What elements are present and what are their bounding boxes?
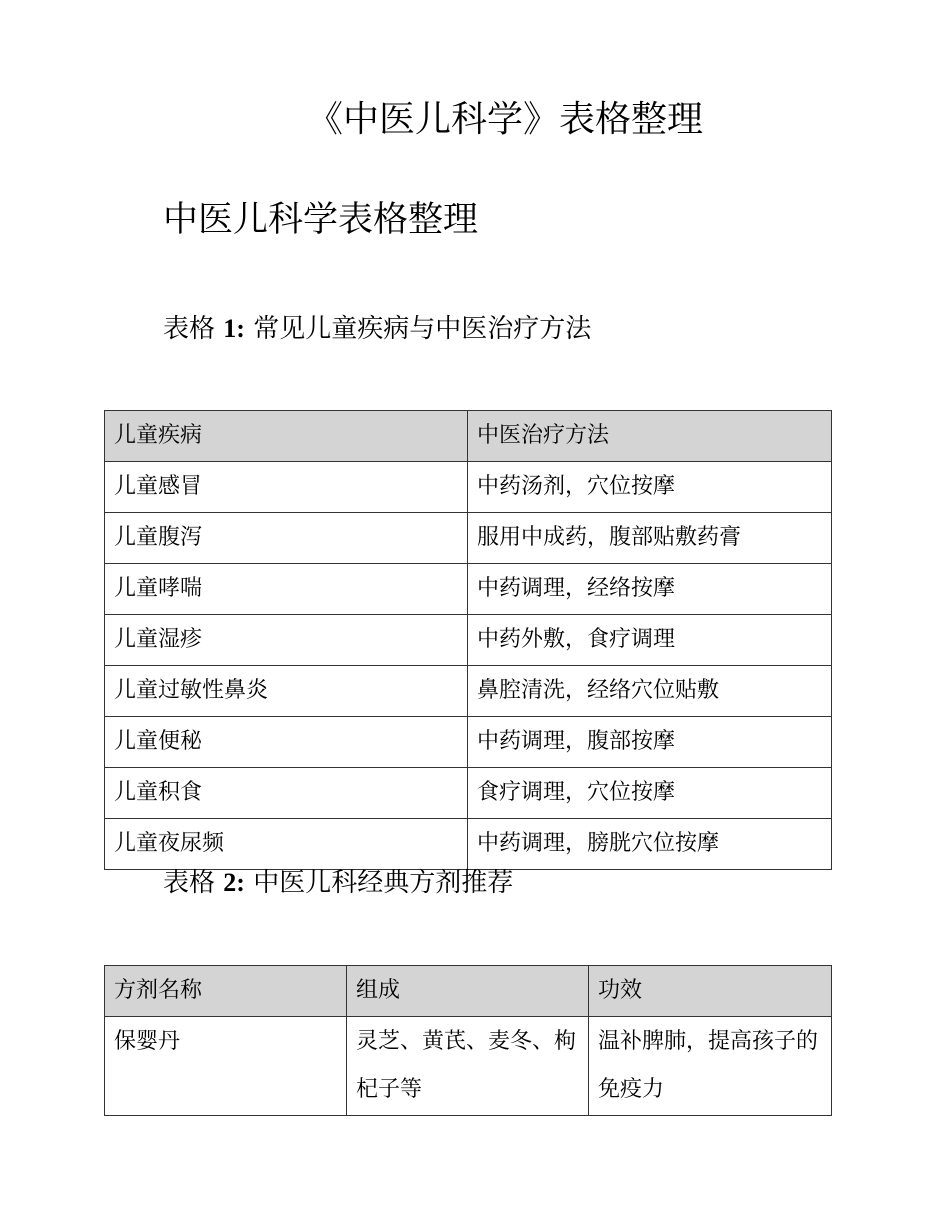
table1-caption-text: 常见儿童疾病与中医治疗方法	[253, 314, 592, 344]
disease-cell: 儿童便秘	[105, 717, 468, 768]
table-row	[105, 666, 832, 717]
table-row	[105, 462, 832, 513]
formula-name-cell: 保婴丹	[105, 1017, 347, 1116]
table-row	[105, 1017, 832, 1116]
table-row	[105, 564, 832, 615]
disease-cell: 儿童积食	[105, 768, 468, 819]
column-header-treatment: 中医治疗方法	[468, 411, 832, 462]
table2-caption	[163, 866, 513, 900]
treatment-cell: 中药调理，膀胱穴位按摩	[468, 819, 832, 870]
composition-cell: 灵芝、黄芪、麦冬、枸杞子等	[347, 1017, 589, 1116]
table-row	[105, 819, 832, 870]
column-header-disease: 儿童疾病	[105, 411, 468, 462]
formula-recommendation-table	[104, 965, 832, 1116]
table1-caption-number: 1:	[223, 314, 245, 343]
table-header-row	[105, 411, 832, 462]
disease-cell: 儿童感冒	[105, 462, 468, 513]
treatment-cell: 食疗调理，穴位按摩	[468, 768, 832, 819]
table2-caption-prefix: 表格	[163, 868, 216, 898]
column-header-composition: 组成	[347, 966, 589, 1017]
table2-caption-number: 2:	[223, 868, 245, 897]
disease-cell: 儿童哮喘	[105, 564, 468, 615]
treatment-cell: 中药汤剂，穴位按摩	[468, 462, 832, 513]
column-header-formula-name: 方剂名称	[105, 966, 347, 1017]
efficacy-cell: 温补脾肺，提高孩子的免疫力	[589, 1017, 832, 1116]
table2-caption-text: 中医儿科经典方剂推荐	[253, 868, 514, 898]
disease-cell: 儿童湿疹	[105, 615, 468, 666]
table-row	[105, 768, 832, 819]
treatment-cell: 中药外敷，食疗调理	[468, 615, 832, 666]
treatment-cell: 鼻腔清洗，经络穴位贴敷	[468, 666, 832, 717]
column-header-efficacy: 功效	[589, 966, 832, 1017]
table-row	[105, 513, 832, 564]
disease-cell: 儿童过敏性鼻炎	[105, 666, 468, 717]
disease-treatment-table	[104, 410, 832, 870]
treatment-cell: 中药调理，腹部按摩	[468, 717, 832, 768]
section-heading: 中医儿科学表格整理	[163, 200, 479, 240]
treatment-cell: 中药调理，经络按摩	[468, 564, 832, 615]
table1-caption-prefix: 表格	[163, 314, 216, 344]
table-header-row	[105, 966, 832, 1017]
document-title: 《中医儿科学》表格整理	[306, 99, 703, 140]
table-row	[105, 717, 832, 768]
table-row	[105, 615, 832, 666]
disease-cell: 儿童腹泻	[105, 513, 468, 564]
disease-cell: 儿童夜尿频	[105, 819, 468, 870]
treatment-cell: 服用中成药，腹部贴敷药膏	[468, 513, 832, 564]
table1-caption	[163, 312, 591, 346]
